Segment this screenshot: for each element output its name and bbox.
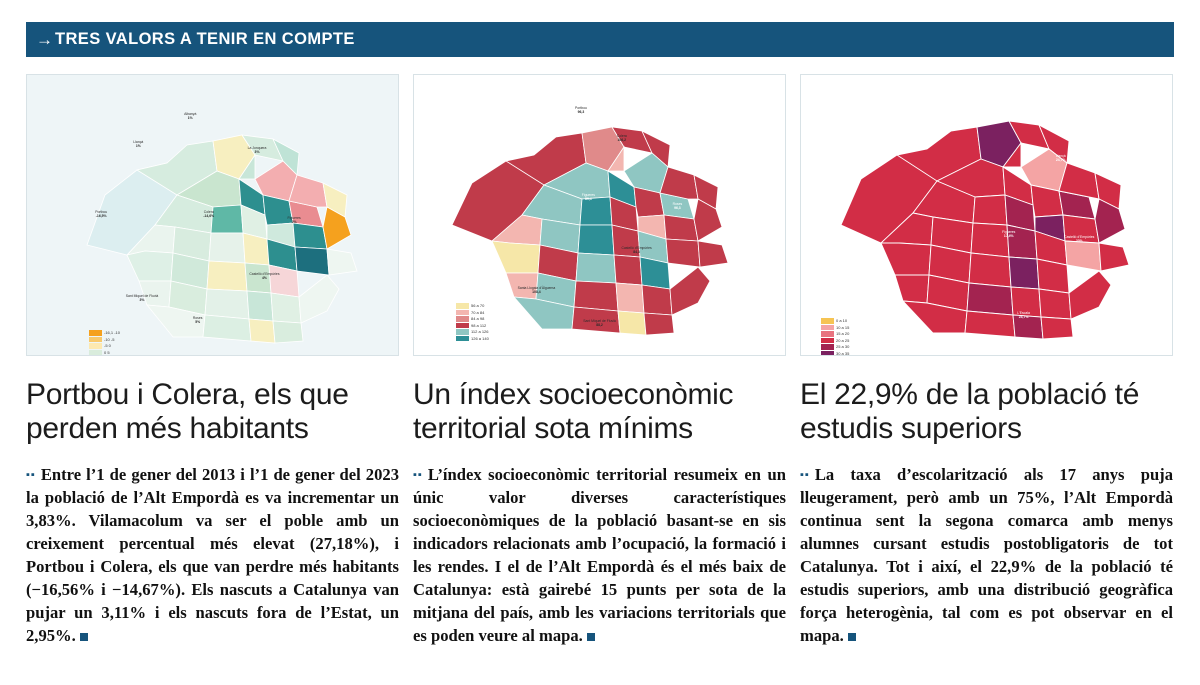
section-banner <box>26 22 1174 57</box>
map-label: La Jonquera 3% <box>247 145 267 154</box>
legend-row: 126 a 140 <box>456 336 489 342</box>
map-label: Albanyà 1% <box>184 112 197 120</box>
columns-container <box>26 74 1174 664</box>
map-label: Colera -14,6% <box>203 210 215 218</box>
legend-row: 70 a 84 <box>456 310 489 316</box>
map-label: L’Escala 24,7% <box>1017 310 1030 319</box>
end-marker <box>587 633 595 641</box>
map-label: La Jonquera 30,6% <box>954 106 974 115</box>
map-card-estudis <box>800 74 1173 356</box>
end-marker <box>80 633 88 641</box>
legend-row: 20 a 25 <box>821 338 849 344</box>
headline-estudis: El 22,9% de la població té estudis superiors <box>800 378 1140 446</box>
legend-row: 15 a 20 <box>821 331 849 337</box>
map-label: Figueres 2% <box>287 215 301 224</box>
map-legend-index <box>456 303 489 342</box>
bullet-marker: ▪▪ <box>26 469 36 482</box>
legend-row: 30 a 35 <box>821 351 849 357</box>
headline-index: Un índex socioeconòmic territorial sota mínims <box>413 378 734 446</box>
map-label: Roses 21,4% <box>1130 210 1140 218</box>
bullet-marker: ▪▪ <box>800 469 810 482</box>
map-label: Castelló d’Empúries 4% <box>249 271 280 280</box>
map-label: Santa Llogaia d’Àlguema 108,4 <box>517 285 556 294</box>
legend-row: 56 a 70 <box>456 303 489 309</box>
body-text: La taxa d’escolarització als 17 anys puja lleugerament, però amb un 75%, l’Alt Empordà continua sent la segona comarca amb menys alumnes cursant estudis postobligatoris de tot Catalunya. Tot i així, el 22,9% de la població té estudis superiors, amb una distribució geogràfica força heterogènia, tal com es pot observar en el mapa. <box>800 465 1173 645</box>
map-label: La Jonquera 97,6 <box>519 126 539 134</box>
body-text: Entre l’1 de gener del 2013 i l’1 de gener del 2023 la població de l’Alt Empordà es va incrementar un 3,83%. Vilamacolum va ser el poble amb un creixement percentual més elevat (27,18%), i Portbou i Colera, els que van perdre més habitants (−16,56% i −14,67%). Els nascuts a Catalunya van pujar un 3,11% i els nascuts fora de l’Estat, un 2,95%. <box>26 465 399 645</box>
map-label: Colera 106,2 <box>616 134 627 143</box>
map-label: Sant Miquel de Fluvià 88,2 <box>583 319 616 328</box>
body-text: L’índex socioeconòmic territorial resumeix en un únic valor diverses característiques socioeconòmiques de la població basant-se en sis indicadors relacionats amb l’ocupació, la formació i les rendes. I el de l’Alt Empordà és el més baix de Catalunya: està gairebé 15 punts per sota de la mitjana del país, amb les variacions territorials que es poden veure al mapa. <box>413 465 786 645</box>
legend-row: 0 a 10 <box>821 318 849 324</box>
legend-row: 0 5 <box>89 350 120 356</box>
map-label: Roses 5% <box>192 316 203 325</box>
legend-row: 25 a 30 <box>821 344 849 350</box>
column-estudis <box>800 74 1173 664</box>
map-label: Portbou 96,3 <box>574 106 587 115</box>
mapa-variacio-poblacio <box>27 75 398 355</box>
legend-row: -5 0 <box>89 343 120 349</box>
banner-title: TRES VALORS A TENIR EN COMPTE <box>55 30 355 48</box>
arrow-right-icon: → <box>36 30 53 49</box>
body-estudis <box>800 464 1173 647</box>
map-legend-poblacio <box>89 330 120 356</box>
map-card-index <box>413 74 786 356</box>
map-label: Castelló d’Empúries 23% <box>1064 235 1095 244</box>
column-index <box>413 74 786 664</box>
body-index <box>413 464 786 647</box>
legend-row: -10 -5 <box>89 337 120 343</box>
map-label: Figueres 17,4% <box>1002 229 1016 238</box>
body-poblacio <box>26 464 399 647</box>
legend-row: -16,1 -10 <box>89 330 120 336</box>
legend-row: 112 a 126 <box>456 329 489 335</box>
map-label: Portbou -16,5% <box>95 210 108 218</box>
end-marker <box>848 633 856 641</box>
legend-row: 10 a 15 <box>821 325 849 331</box>
mapa-estudis-superiors <box>801 75 1172 355</box>
headline-poblacio: Portbou i Colera, els que perden més habitants <box>26 378 349 446</box>
map-label: Castelló d’Empúries 84,3 <box>621 246 652 255</box>
map-label: Figueres 89,4 <box>581 193 595 202</box>
legend-row: 98 a 112 <box>456 323 489 329</box>
map-label: Roses 96,3 <box>672 201 683 210</box>
map-label: Sant Miquel de Fluvià 3% <box>125 294 159 302</box>
map-label: Llançà 1% <box>133 140 144 148</box>
legend-row: 84 a 98 <box>456 316 489 322</box>
column-poblacio <box>26 74 399 664</box>
map-legend-estudis <box>821 318 849 356</box>
bullet-marker: ▪▪ <box>413 469 423 482</box>
map-card-poblacio <box>26 74 399 356</box>
map-label: Llançà 24,7% <box>1055 154 1066 162</box>
